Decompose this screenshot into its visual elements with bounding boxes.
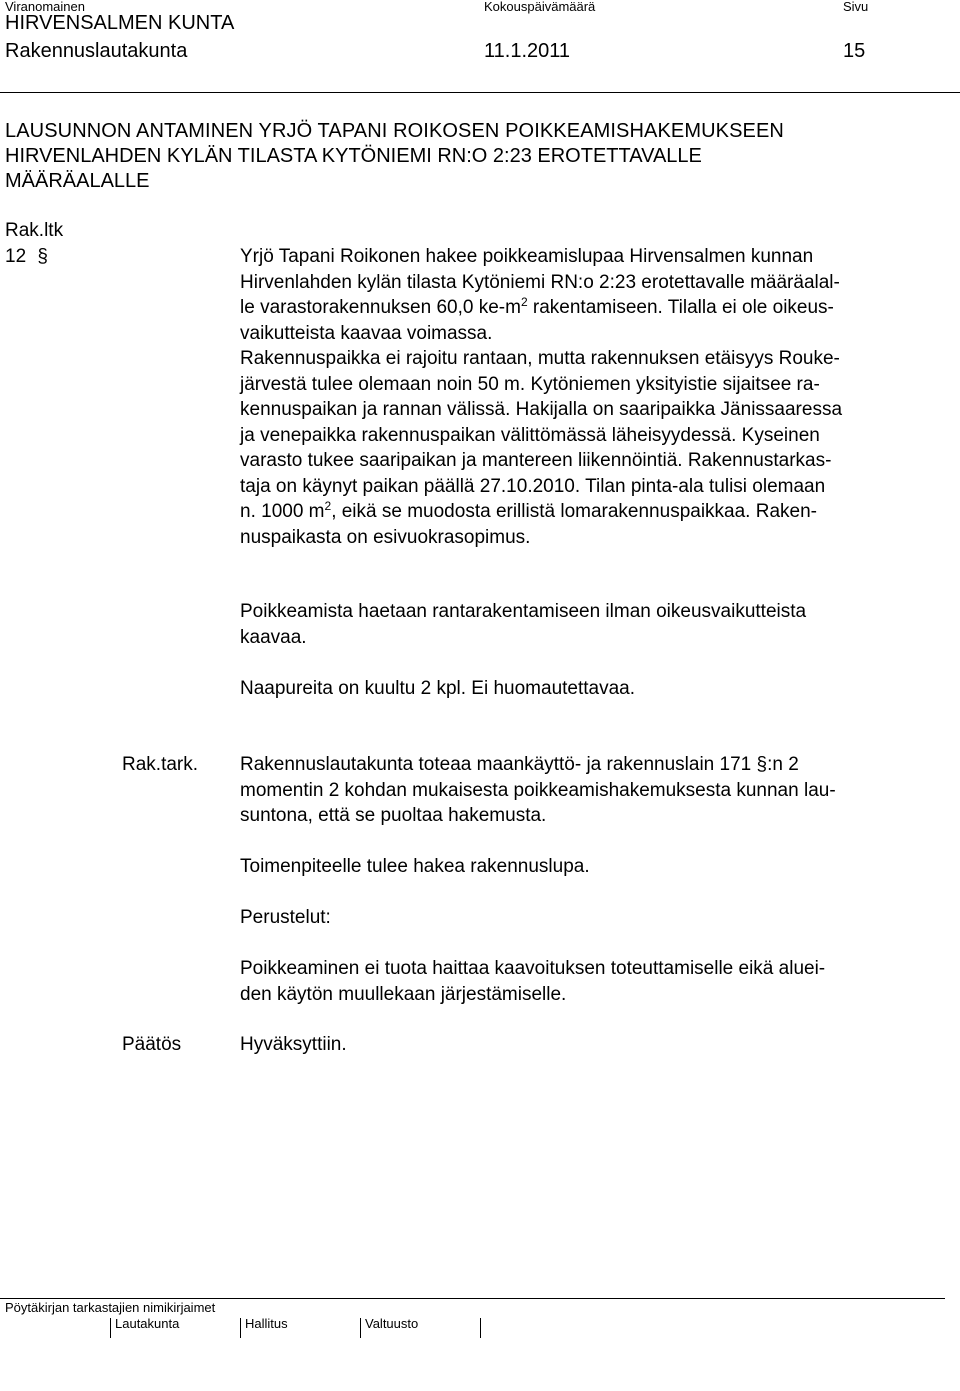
text-line: suntona, että se puoltaa hakemusta. xyxy=(240,805,547,826)
footer-divider xyxy=(0,1298,945,1299)
text-fragment: , eikä se muodosta erillistä lomarakennuspaikkaa. Raken- xyxy=(331,501,817,522)
section-ref-label: Rak.ltk xyxy=(5,220,64,241)
text-line: vaikutteista kaavaa voimassa. xyxy=(240,322,493,344)
text-line xyxy=(240,499,940,525)
text-line: järvestä tulee olemaan noin 50 m. Kytöniemen yksityistie sijaitsee ra- xyxy=(240,373,820,395)
exception-note xyxy=(240,599,940,650)
header-meeting-date: 11.1.2011 xyxy=(484,40,571,62)
footer-signatures-label: Pöytäkirjan tarkastajien nimikirjaimet xyxy=(5,1300,216,1315)
text-line: Naapureita on kuultu 2 kpl. Ei huomautettavaa. xyxy=(240,678,636,699)
header-divider xyxy=(0,92,960,93)
text-line: Perustelut: xyxy=(240,907,331,928)
text-line xyxy=(240,295,940,321)
superscript: 2 xyxy=(520,295,528,309)
section-sign: § xyxy=(37,246,48,267)
text-line: Poikkeaminen ei tuota haittaa kaavoituksen toteuttamiselle eikä aluei- xyxy=(240,958,826,979)
section-number-value: 12 xyxy=(5,246,27,267)
footer-col-government: Hallitus xyxy=(245,1316,288,1331)
case-description xyxy=(240,244,940,550)
text-line: Rakennuspaikka ei rajoitu rantaan, mutta rakennuksen etäisyys Rouke- xyxy=(240,348,840,369)
text-line: nuspaikasta on esivuokrasopimus. xyxy=(240,526,531,548)
footer-col-council: Valtuusto xyxy=(365,1316,419,1331)
section-number xyxy=(5,244,48,270)
footer-col-board: Lautakunta xyxy=(115,1316,180,1331)
text-fragment: n. 1000 m xyxy=(240,501,325,522)
text-line: den käytön muullekaan järjestämiselle. xyxy=(240,983,567,1005)
title-line-2: HIRVENLAHDEN KYLÄN TILASTA KYTÖNIEMI RN:O 2:23 EROTETTAVALLE xyxy=(5,145,702,167)
header-committee: Rakennuslautakunta xyxy=(5,40,188,62)
header-page-label: Sivu xyxy=(843,0,869,14)
decision-text: Hyväksyttiin. xyxy=(240,1034,347,1055)
title-line-3: MÄÄRÄALALLE xyxy=(5,170,150,192)
permit-note xyxy=(240,854,940,880)
text-fragment: rakentamiseen. Tilalla ei ole oikeus- xyxy=(527,297,834,318)
text-line: Toimenpiteelle tulee hakea rakennuslupa. xyxy=(240,856,590,877)
text-line: kaavaa. xyxy=(240,626,307,648)
text-fragment: le varastorakennuksen 60,0 ke-m xyxy=(240,297,521,318)
footer-column-divider xyxy=(360,1318,361,1338)
grounds-label xyxy=(240,905,940,931)
text-fragment: :n 2 xyxy=(767,754,799,775)
grounds-text xyxy=(240,956,940,1007)
superscript: 2 xyxy=(324,499,332,513)
decision-label: Päätös xyxy=(122,1034,182,1055)
text-line: Poikkeamista haetaan rantarakentamiseen ilman oikeusvaikutteista xyxy=(240,601,807,622)
text-line: Yrjö Tapani Roikonen hakee poikkeamislupaa Hirvensalmen kunnan xyxy=(240,246,814,267)
header-organization: HIRVENSALMEN KUNTA xyxy=(5,12,235,34)
neighbours-note xyxy=(240,676,940,702)
text-line: varasto tukee saaripaikan ja mantereen liikennöintiä. Rakennustarkas- xyxy=(240,450,832,471)
title-line-1: LAUSUNNON ANTAMINEN YRJÖ TAPANI ROIKOSEN POIKKEAMISHAKEMUKSEEN xyxy=(5,120,784,142)
footer-column-divider xyxy=(240,1318,241,1338)
text-line: Hirvenlahden kylän tilasta Kytöniemi RN:o 2:23 erotettavalle määräalal- xyxy=(240,271,840,293)
text-line: kennuspaikan ja rannan välissä. Hakijalla on saaripaikka Jänissaaressa xyxy=(240,399,843,420)
section-sign: § xyxy=(756,754,768,775)
text-line xyxy=(240,752,940,778)
proposal-text xyxy=(240,752,940,829)
text-line: ja venepaikka rakennuspaikan välittömässä läheisyydessä. Kyseinen xyxy=(240,424,820,446)
header-page-number: 15 xyxy=(843,40,866,62)
header-issuer-label: Viranomainen xyxy=(5,0,85,14)
proposal-label: Rak.tark. xyxy=(122,754,199,775)
text-line: taja on käynyt paikan päällä 27.10.2010. Tilan pinta-ala tulisi olemaan xyxy=(240,475,826,497)
footer-column-divider xyxy=(110,1318,111,1338)
text-line: momentin 2 kohdan mukaisesta poikkeamishakemuksesta kunnan lau- xyxy=(240,779,836,801)
footer-column-divider xyxy=(480,1318,481,1338)
text-fragment: Rakennuslautakunta toteaa maankäyttö- ja rakennuslain 171 xyxy=(240,754,757,775)
header-date-label: Kokouspäivämäärä xyxy=(484,0,596,14)
